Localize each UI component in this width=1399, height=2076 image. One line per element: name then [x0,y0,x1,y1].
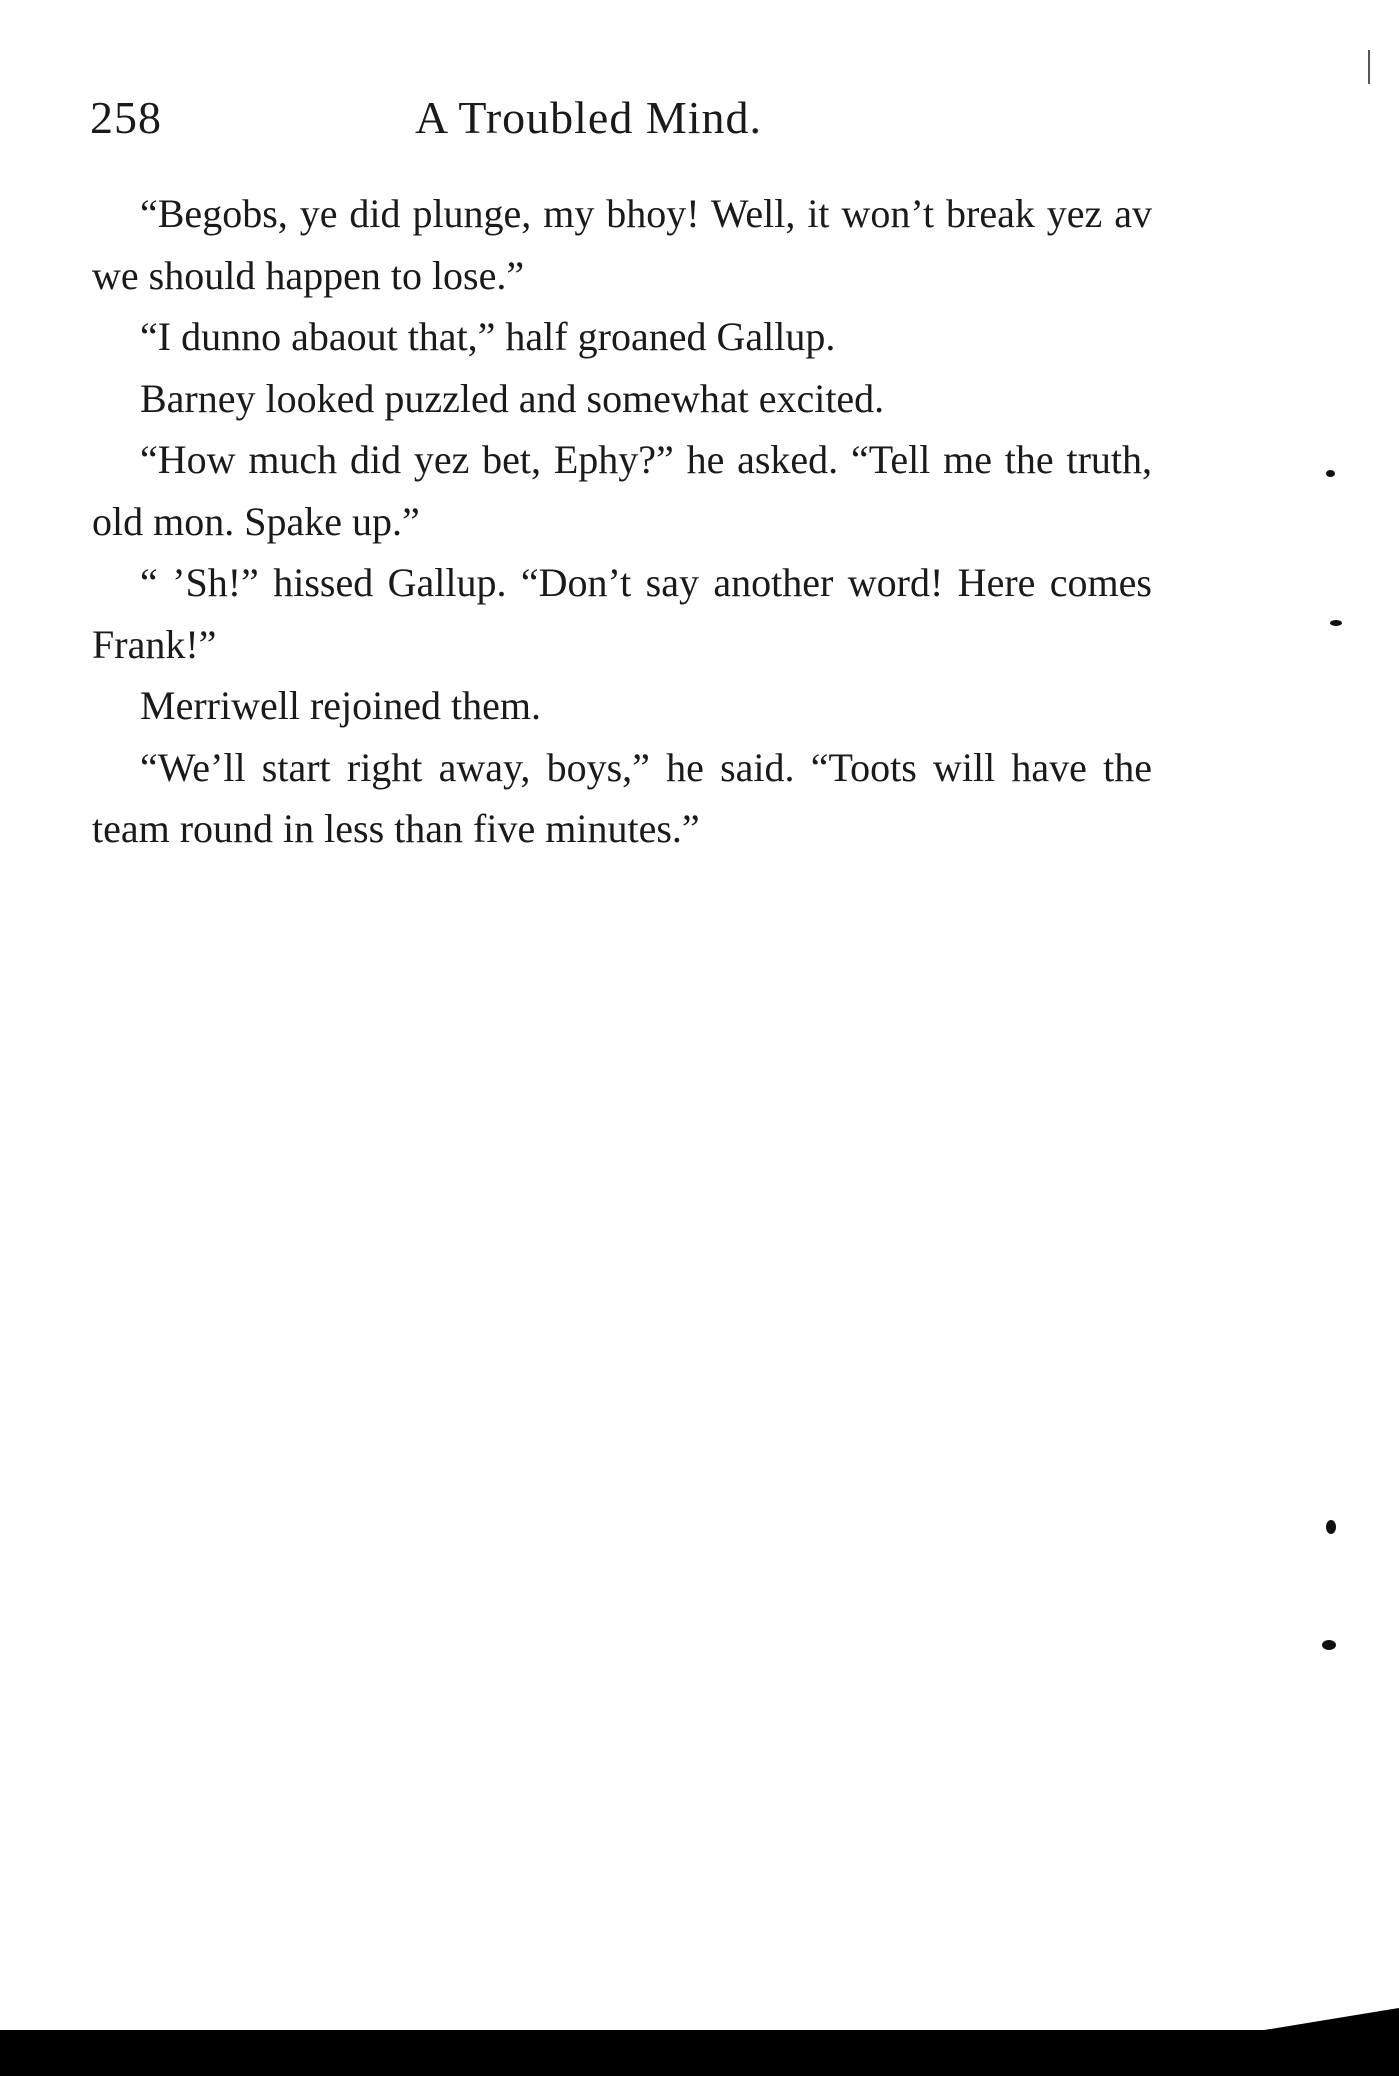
scan-speck [1330,620,1342,626]
scan-border-bar [0,2030,1399,2076]
page-number: 258 [90,92,162,143]
paragraph-7: “We’ll start right away, boys,” he said. “Toots will have the team round in less than five minutes.” [92,744,1152,851]
paragraph-3: Barney looked puzzled and somewhat excited. [140,375,885,421]
paragraph-4: “How much did yez bet, Ephy?” he asked. “Tell me the truth, old mon. Spake up.” [92,437,1152,544]
body-text [92,183,1152,860]
scan-speck [1322,1640,1336,1650]
paragraph-6: Merriwell rejoined them. [140,683,541,728]
scan-edge-mark [1368,50,1370,84]
running-head: A Troubled Mind. [415,92,763,143]
paragraph-2: “I dunno abaout that,” half groaned Gallup. [140,314,836,359]
paragraph-1: “Begobs, ye did plunge, my bhoy! Well, it won’t break yez av we should happen to lose.” [92,191,1152,298]
scan-speck [1326,1520,1336,1534]
scan-speck [1326,470,1335,477]
page-header [90,88,1160,148]
paragraph-5: “ ’Sh!” hissed Gallup. “Don’t say another word! Here comes Frank!” [92,560,1152,667]
